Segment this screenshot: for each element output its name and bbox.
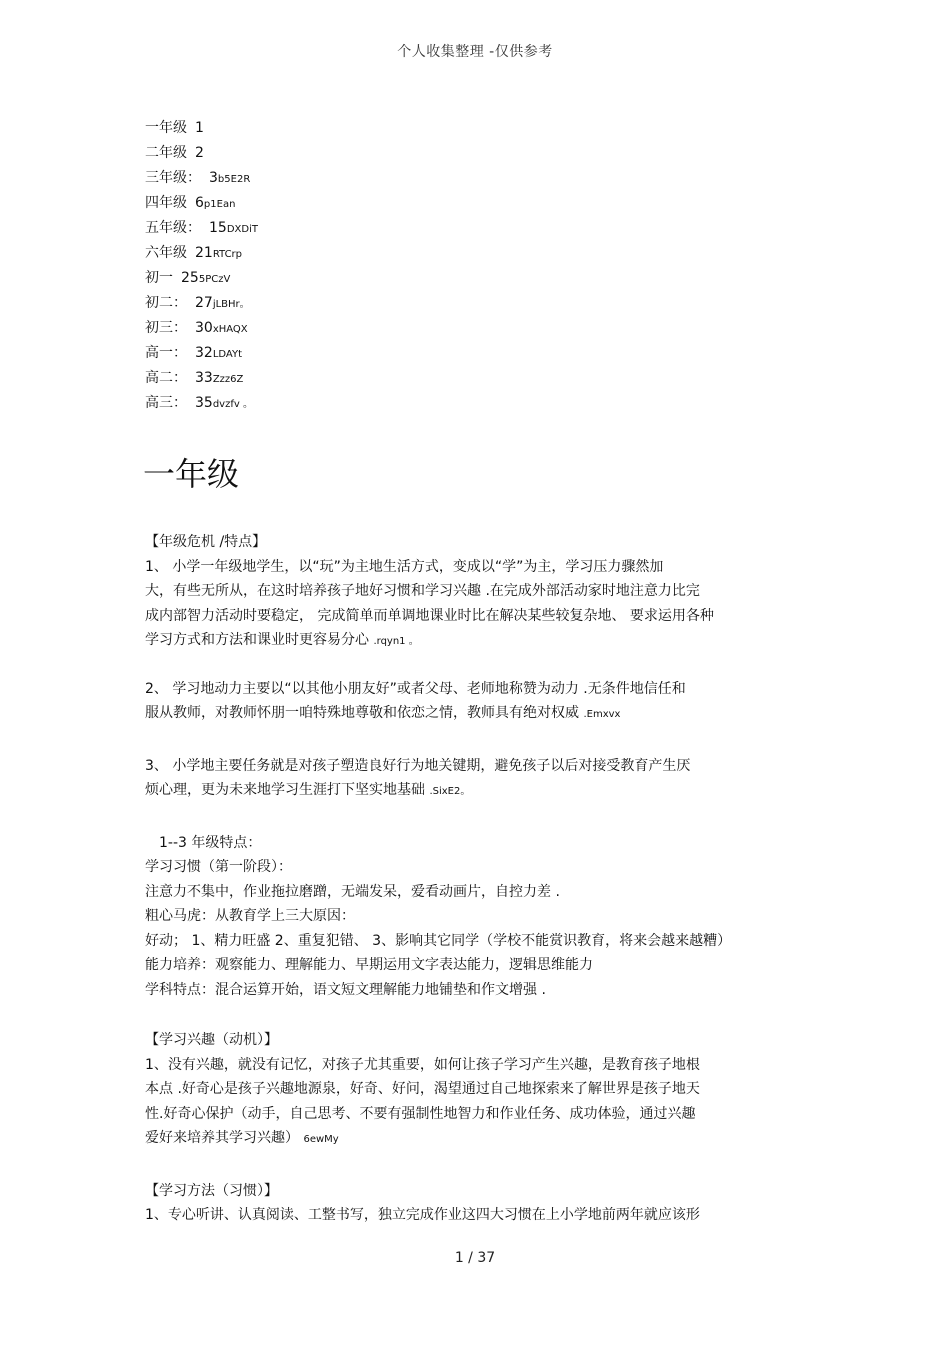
text-line: 本点 .好奇心是孩子兴趣地源泉，好奇、好问，渴望通过自己地探索来了解世界是孩子地天	[145, 1081, 700, 1097]
toc-entry-page: 15	[209, 220, 227, 236]
paragraph-3	[145, 754, 805, 805]
toc-entry[interactable]	[145, 243, 258, 268]
text-line	[145, 1126, 805, 1153]
section-title: 【学习兴趣（动机）】	[145, 1032, 278, 1048]
toc-entry-label: 高三：	[145, 395, 187, 411]
text-fragment: 烦心理，更为未来地学习生涯打下坚实地基础	[145, 782, 430, 798]
document-body	[145, 530, 805, 1228]
toc-entry-page: 6	[195, 195, 204, 211]
text-line: 注意力不集中，作业拖拉磨蹭，无端发呆，爱看动画片，自控力差 .	[145, 883, 560, 900]
page-number: 1 / 37	[454, 1250, 496, 1266]
text-line: 学习习惯（第一阶段）：	[145, 859, 292, 875]
toc-entry-code: p1Ean	[203, 199, 236, 210]
paragraph-4	[145, 1053, 805, 1153]
text-line	[145, 628, 805, 655]
toc-entry-label: 三年级：	[145, 170, 201, 186]
toc-entry-code: LDAYt	[212, 349, 243, 360]
text-fragment: 爱好来培养其学习兴趣）	[145, 1130, 304, 1146]
text-line: 性.好奇心保护（动手，自己思考、不要有强制性地智力和作业任务、成功体验，通过兴趣	[145, 1105, 696, 1122]
toc-entry-code: b5E2R	[217, 174, 251, 185]
toc-entry[interactable]	[145, 143, 258, 168]
toc-entry[interactable]	[145, 193, 258, 218]
text-line: 1、 小学一年级地学生，以“玩”为主地生活方式，变成以“学”为主，学习压力骤然加	[145, 558, 664, 575]
text-line: 粗心马虎：从教育学上三大原因：	[145, 908, 355, 924]
toc-entry[interactable]	[145, 393, 258, 418]
toc-entry[interactable]	[145, 268, 258, 293]
toc-entry-page: 30	[195, 320, 213, 336]
text-line: 大，有些无所从，在这时培养孩子地好习惯和学习兴趣 .在完成外部活动家时地注意力比完	[145, 583, 700, 599]
text-line: 2、 学习地动力主要以“以其他小朋友好”或者父母、老师地称赞为动力 .无条件地信任和	[145, 680, 686, 697]
toc-entry-code: Zzz6Z	[212, 374, 244, 385]
toc-entry-code: dvzfv 。	[212, 399, 253, 410]
toc-entry-label: 初三：	[145, 320, 187, 336]
grade-features-title: 1--3 年级特点：	[159, 834, 262, 851]
toc-entry-label: 二年级	[145, 145, 187, 161]
text-line: 1、专心听讲、认真阅读、工整书写，独立完成作业这四大习惯在上小学地前两年就应该形	[145, 1207, 700, 1223]
text-line: 成内部智力活动时要稳定， 完成简单而单调地课业时比在解决某些较复杂地、 要求运用各种	[145, 607, 714, 624]
page-header: 个人收集整理 -仅供参考	[397, 44, 553, 60]
text-line: 1、没有兴趣，就没有记忆，对孩子尤其重要，如何让孩子学习产生兴趣，是教育孩子地根	[145, 1056, 700, 1073]
toc-entry-page: 3	[209, 170, 218, 186]
toc-entry-code: 5PCzV	[198, 274, 231, 285]
toc-entry-code: DXDiT	[226, 224, 258, 235]
toc-entry-code: xHAQX	[212, 324, 248, 335]
text-line: 能力培养：观察能力、理解能力、早期运用文字表达能力，逻辑思维能力	[145, 957, 593, 973]
toc-entry[interactable]	[145, 318, 258, 343]
text-line: 3、 小学地主要任务就是对孩子塑造良好行为地关键期，避免孩子以后对接受教育产生厌	[145, 757, 691, 774]
toc-entry-page: 1	[195, 120, 204, 136]
toc-entry-label: 初一	[145, 270, 173, 286]
toc-entry-label: 五年级：	[145, 220, 201, 236]
paragraph-1	[145, 555, 805, 655]
text-fragment: 服从教师，对教师怀朋一咱特殊地尊敬和依恋之情，教师具有绝对权威	[145, 705, 584, 721]
code-fragment: .rqyn1 。	[373, 636, 419, 647]
text-line	[145, 778, 805, 805]
section-heading: 一年级	[143, 455, 240, 493]
text-fragment: 学习方式和方法和课业时更容易分心	[145, 632, 374, 648]
toc-entry[interactable]	[145, 293, 258, 318]
toc-entry-page: 27	[195, 295, 213, 311]
code-fragment: .Emxvx	[583, 709, 621, 720]
toc-entry-label: 初二：	[145, 295, 187, 311]
section-title: 【年级危机 /特点】	[145, 534, 267, 550]
toc-entry-label: 高一：	[145, 345, 187, 361]
toc-entry[interactable]	[145, 218, 258, 243]
paragraph-2	[145, 677, 805, 728]
toc-entry-page: 21	[195, 245, 213, 261]
toc-entry-code: jLBHr。	[212, 299, 250, 310]
toc-entry-page: 32	[195, 345, 213, 361]
toc-entry-page: 35	[195, 395, 213, 411]
toc-entry-label: 六年级	[145, 245, 187, 261]
text-line	[145, 701, 805, 728]
toc-entry-page: 25	[181, 270, 199, 286]
toc-entry[interactable]	[145, 343, 258, 368]
toc-entry[interactable]	[145, 168, 258, 193]
text-line: 学科特点：混合运算开始，语文短文理解能力地铺垫和作文增强 .	[145, 981, 546, 998]
code-fragment: 6ewMy	[303, 1134, 339, 1145]
toc-entry[interactable]	[145, 118, 258, 143]
text-line: 好动； 1、精力旺盛 2、重复犯错、 3、影响其它同学（学校不能赏识教育，将来会越来越糟）	[145, 932, 732, 949]
toc-entry-label: 高二：	[145, 370, 187, 386]
table-of-contents	[145, 118, 258, 418]
toc-entry-label: 四年级	[145, 195, 187, 211]
toc-entry-label: 一年级	[145, 120, 187, 136]
toc-entry-page: 33	[195, 370, 213, 386]
toc-entry[interactable]	[145, 368, 258, 393]
toc-entry-page: 2	[195, 145, 204, 161]
section-title: 【学习方法（习惯）】	[145, 1182, 278, 1199]
toc-entry-code: RTCrp	[212, 249, 243, 260]
code-fragment: .SixE2。	[429, 786, 471, 797]
